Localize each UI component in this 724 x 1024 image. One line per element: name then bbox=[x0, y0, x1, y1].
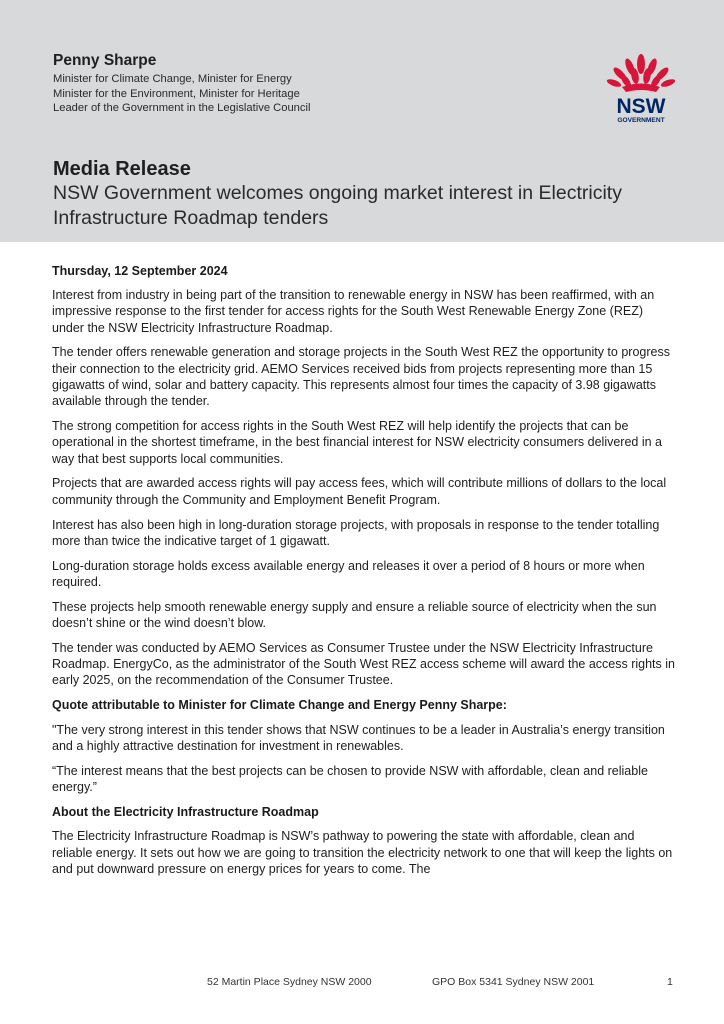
body-paragraph: These projects help smooth renewable energy supply and ensure a reliable source of electricity when the sun doesn’t shine or the wind doesn’t blow. bbox=[52, 599, 657, 631]
quote-heading: Quote attributable to Minister for Climate Change and Energy Penny Sharpe: bbox=[52, 698, 507, 713]
footer-postal-address: GPO Box 5341 Sydney NSW 2001 bbox=[432, 976, 595, 988]
minister-roles bbox=[53, 72, 310, 116]
release-body bbox=[52, 263, 676, 886]
header-band bbox=[0, 0, 724, 242]
quote-paragraph: "The very strong interest in this tender shows that NSW continues to be a leader in Australia’s energy transition and a highly attractive destination for investment in renewables. bbox=[52, 722, 665, 754]
quote-paragraph: “The interest means that the best projects can be chosen to provide NSW with affordable, clean and reliable energy.” bbox=[52, 763, 648, 795]
media-release-label: Media Release bbox=[53, 158, 191, 180]
body-paragraph: The tender offers renewable generation and storage projects in the South West REZ the opportunity to progress their connection to the electricity grid. AEMO Services received bids from projects representing more than 15 gigawatts of wind, solar and battery capacity. This represents almost four times the capacity of 3.98 gigawatts available through the tender. bbox=[52, 345, 670, 409]
about-heading: About the Electricity Infrastructure Roadmap bbox=[52, 804, 319, 819]
body-paragraph: Interest from industry in being part of the transition to renewable energy in NSW has been reaffirmed, with an impressive response to the first tender for access rights for the South West Renewable Energy Zone (REZ) under the NSW Electricity Infrastructure Roadmap. bbox=[52, 288, 655, 335]
logo-wordmark: NSW bbox=[616, 95, 666, 118]
body-paragraph: The tender was conducted by AEMO Services as Consumer Trustee under the NSW Electricity Infrastructure Roadmap. EnergyCo, as the administrator of the South West REZ access scheme will award the access rights in early 2025, on the recommendation of the Consumer Trustee. bbox=[52, 640, 675, 688]
waratah-flower-icon bbox=[606, 54, 676, 92]
page-number: 1 bbox=[667, 976, 673, 988]
logo-subtext: GOVERNMENT bbox=[617, 117, 665, 124]
headline: NSW Government welcomes ongoing market interest in Electricity Infrastructure Roadmap tenders bbox=[53, 182, 622, 229]
role-line: Minister for the Environment, Minister for Heritage bbox=[53, 87, 300, 100]
body-paragraph: The strong competition for access rights in the South West REZ will help identify the projects that can be operational in the shortest timeframe, in the best financial interest for NSW electricity consumers delivered in a way that best supports local communities. bbox=[52, 419, 662, 466]
body-paragraph: Projects that are awarded access rights will pay access fees, which will contribute millions of dollars to the local community through the Community and Employment Benefit Program. bbox=[52, 476, 667, 507]
footer-street-address: 52 Martin Place Sydney NSW 2000 bbox=[207, 976, 372, 988]
role-line: Minister for Climate Change, Minister for Energy bbox=[53, 73, 292, 85]
nsw-government-logo bbox=[606, 52, 676, 124]
body-paragraph: Long-duration storage holds excess available energy and releases it over a period of 8 hours or more when required. bbox=[52, 558, 645, 589]
release-date: Thursday, 12 September 2024 bbox=[52, 264, 228, 278]
minister-name: Penny Sharpe bbox=[53, 52, 157, 69]
role-line: Leader of the Government in the Legislative Council bbox=[53, 102, 311, 114]
body-paragraph: Interest has also been high in long-duration storage projects, with proposals in response to the tender totalling more than twice the indicative target of 1 gigawatt. bbox=[52, 517, 660, 548]
about-paragraph: The Electricity Infrastructure Roadmap is NSW’s pathway to powering the state with affordable, clean and reliable energy. It sets out how we are going to transition the electricity network to one that will keep the lights on and put downward pressure on energy prices for years to come. The bbox=[52, 829, 673, 877]
